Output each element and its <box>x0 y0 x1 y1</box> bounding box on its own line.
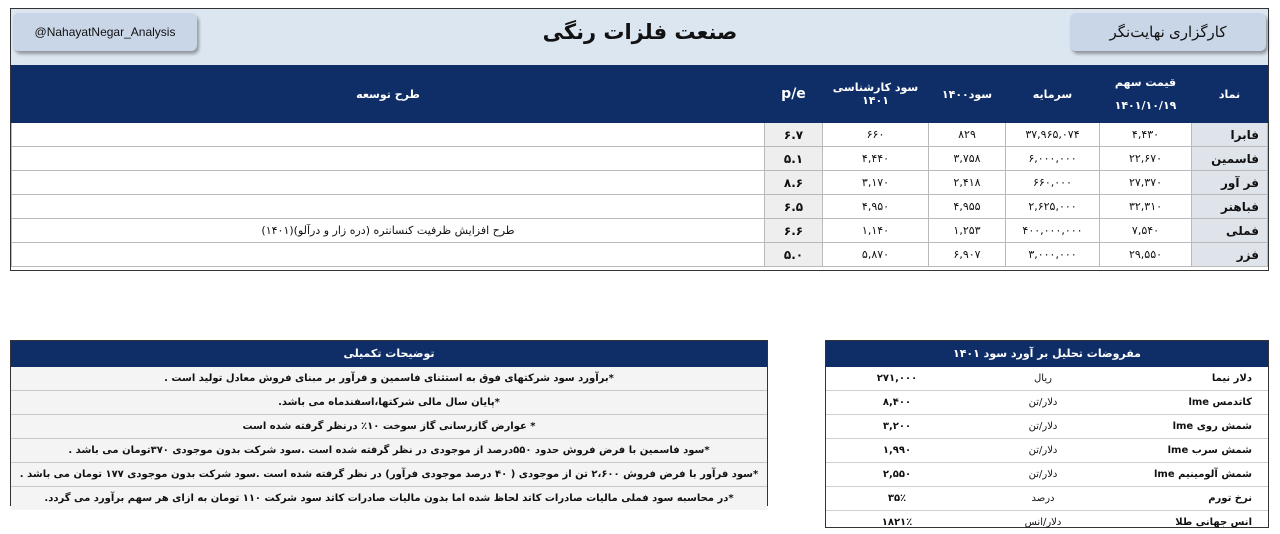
assumption-unit: دلار/تن <box>968 391 1118 415</box>
stocks-table <box>11 65 1268 267</box>
cell-expert-profit: ۳,۱۷۰ <box>823 171 929 195</box>
assumption-row <box>826 463 1268 487</box>
cell-symbol: فزر <box>1192 243 1268 267</box>
notes-panel <box>10 340 768 506</box>
cell-price: ۲۹,۵۵۰ <box>1100 243 1192 267</box>
cell-symbol: فابرا <box>1192 123 1268 147</box>
assumptions-panel <box>825 340 1269 528</box>
cell-capital: ۶,۰۰۰,۰۰۰ <box>1006 147 1100 171</box>
assumption-label: شمش آلومینیم lme <box>1118 463 1268 487</box>
cell-profit1400: ۸۲۹ <box>929 123 1006 147</box>
assumption-label: شمش روی lme <box>1118 415 1268 439</box>
note-item: *در محاسبه سود فملی مالیات صادرات کاتد لحاظ شده اما بدون مالیات صادرات کاتد سود شرکت ۱۱۰ تومان به ازای هر سهم برآورد می گردد. <box>11 487 767 510</box>
col-price-date: ۱۴۰۱/۱۰/۱۹ <box>1100 99 1191 112</box>
cell-symbol: فر آور <box>1192 171 1268 195</box>
assumption-row <box>826 415 1268 439</box>
cell-capital: ۶۶۰,۰۰۰ <box>1006 171 1100 195</box>
cell-price: ۲۲,۶۷۰ <box>1100 147 1192 171</box>
cell-pe: ۶.۵ <box>765 195 823 219</box>
assumption-label: دلار نیما <box>1118 367 1268 391</box>
cell-pe: ۸.۶ <box>765 171 823 195</box>
note-item: * عوارض گازرسانی گاز سوخت ۱۰٪ درنظر گرفته شده است <box>11 415 767 439</box>
cell-expert-profit: ۶۶۰ <box>823 123 929 147</box>
assumption-value: ۳,۲۰۰ <box>826 415 968 439</box>
assumption-unit: دلار/تن <box>968 439 1118 463</box>
assumption-value: ۸,۴۰۰ <box>826 391 968 415</box>
assumptions-table <box>826 367 1268 534</box>
cell-capital: ۳,۰۰۰,۰۰۰ <box>1006 243 1100 267</box>
assumption-row <box>826 487 1268 511</box>
assumption-row <box>826 367 1268 391</box>
table-row <box>12 171 1268 195</box>
cell-price: ۴,۴۳۰ <box>1100 123 1192 147</box>
brokerage-badge: کارگزاری نهایت‌نگر <box>1070 13 1266 51</box>
assumption-unit: درصد <box>968 487 1118 511</box>
assumption-row <box>826 391 1268 415</box>
cell-expert-profit: ۱,۱۴۰ <box>823 219 929 243</box>
cell-plan <box>12 243 765 267</box>
cell-plan <box>12 195 765 219</box>
assumption-value: ۱,۹۹۰ <box>826 439 968 463</box>
cell-profit1400: ۶,۹۰۷ <box>929 243 1006 267</box>
assumption-value: ۳۵٪ <box>826 487 968 511</box>
cell-plan <box>12 123 765 147</box>
assumption-value: ۱۸۲۱٪ <box>826 511 968 534</box>
col-profit1400: سود۱۴۰۰ <box>929 66 1006 123</box>
table-row <box>12 147 1268 171</box>
cell-profit1400: ۳,۷۵۸ <box>929 147 1006 171</box>
cell-capital: ۳۷,۹۶۵,۰۷۴ <box>1006 123 1100 147</box>
cell-plan <box>12 171 765 195</box>
cell-profit1400: ۲,۴۱۸ <box>929 171 1006 195</box>
assumption-unit: ریال <box>968 367 1118 391</box>
table-row <box>12 123 1268 147</box>
cell-expert-profit: ۴,۴۴۰ <box>823 147 929 171</box>
cell-pe: ۵.۰ <box>765 243 823 267</box>
note-item: *برآورد سود شرکتهای فوق به استثنای فاسمین و فرآور بر مبنای فروش معادل تولید است . <box>11 367 767 391</box>
col-plan: طرح توسعه <box>12 66 765 123</box>
assumption-value: ۲۷۱,۰۰۰ <box>826 367 968 391</box>
cell-expert-profit: ۵,۸۷۰ <box>823 243 929 267</box>
note-item: *سود فرآور با فرض فروش ۲،۶۰۰ تن از موجودی ( ۴۰ درصد موجودی فرآور) در نظر گرفته شده است .سود شرکت بدون موجودی ۱۷۷ تومان می باشد . <box>11 463 767 487</box>
note-item: *پایان سال مالی شرکتها،اسفندماه می باشد. <box>11 391 767 415</box>
assumption-label: کاتدمس lme <box>1118 391 1268 415</box>
page-title: صنعت فلزات رنگی <box>440 14 840 50</box>
cell-expert-profit: ۴,۹۵۰ <box>823 195 929 219</box>
cell-profit1400: ۴,۹۵۵ <box>929 195 1006 219</box>
col-price-label: قیمت سهم <box>1100 76 1191 89</box>
cell-pe: ۶.۶ <box>765 219 823 243</box>
col-capital: سرمایه <box>1006 66 1100 123</box>
col-symbol: نماد <box>1192 66 1268 123</box>
table-row <box>12 219 1268 243</box>
cell-symbol: فاسمین <box>1192 147 1268 171</box>
cell-price: ۷,۵۴۰ <box>1100 219 1192 243</box>
cell-price: ۲۷,۳۷۰ <box>1100 171 1192 195</box>
cell-plan <box>12 147 765 171</box>
cell-price: ۳۲,۳۱۰ <box>1100 195 1192 219</box>
cell-capital: ۲,۶۲۵,۰۰۰ <box>1006 195 1100 219</box>
assumption-row <box>826 439 1268 463</box>
assumption-value: ۲,۵۵۰ <box>826 463 968 487</box>
assumption-unit: دلار/تن <box>968 463 1118 487</box>
assumption-label: نرخ تورم <box>1118 487 1268 511</box>
cell-symbol: فباهنر <box>1192 195 1268 219</box>
col-expert-profit: سود کارشناسی ۱۴۰۱ <box>823 66 929 123</box>
table-header-row <box>12 66 1268 123</box>
note-item: *سود فاسمین با فرض فروش حدود ۵۵۰درصد از موجودی در نظر گرفته شده است .سود شرکت بدون موجودی ۳۷۰تومان می باشد . <box>11 439 767 463</box>
cell-capital: ۴۰۰,۰۰۰,۰۰۰ <box>1006 219 1100 243</box>
assumption-unit: دلار/تن <box>968 415 1118 439</box>
table-row <box>12 195 1268 219</box>
table-row <box>12 243 1268 267</box>
assumption-label: شمش سرب lme <box>1118 439 1268 463</box>
cell-plan: طرح افزایش ظرفیت کنسانتره (دره زار و درآلو)(۱۴۰۱) <box>12 219 765 243</box>
col-pe: p/e <box>765 66 823 123</box>
cell-profit1400: ۱,۲۵۳ <box>929 219 1006 243</box>
assumptions-title: مفروضات تحلیل بر آورد سود ۱۴۰۱ <box>826 341 1268 367</box>
cell-pe: ۶.۷ <box>765 123 823 147</box>
notes-title: توضیحات تکمیلی <box>11 341 767 367</box>
assumption-row <box>826 511 1268 534</box>
handle-badge: @NahayatNegar_Analysis <box>13 13 197 51</box>
cell-symbol: فملی <box>1192 219 1268 243</box>
assumption-label: انس جهانی طلا <box>1118 511 1268 534</box>
cell-pe: ۵.۱ <box>765 147 823 171</box>
col-price <box>1100 66 1192 123</box>
assumption-unit: دلار/انس <box>968 511 1118 534</box>
